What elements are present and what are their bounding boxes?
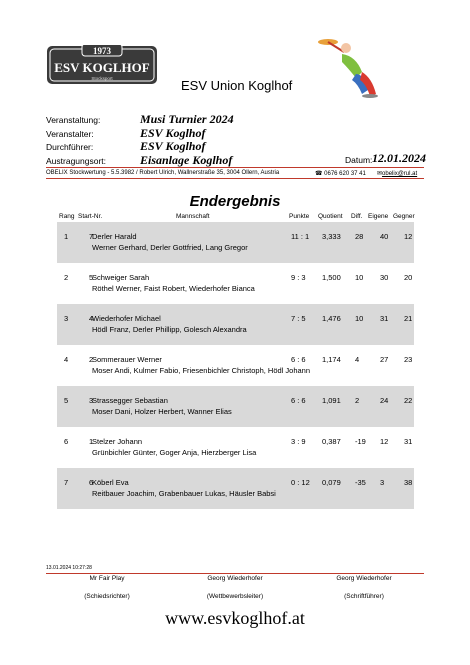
points-cell: 9 : 3 (291, 273, 306, 282)
phone-number: ☎ 0676 620 37 41 (315, 171, 366, 177)
points-cell: 11 : 1 (291, 232, 310, 241)
rank-cell: 1 (64, 232, 69, 241)
col-punkte: Punkte (289, 213, 310, 220)
table-row (57, 468, 414, 509)
opponent-score-cell: 22 (404, 396, 413, 405)
own-score-cell: 12 (380, 437, 389, 446)
quotient-cell: 1,476 (322, 314, 341, 323)
own-score-cell: 24 (380, 396, 389, 405)
start-number-cell: 3 (89, 396, 94, 405)
team-members: Reitbauer Joachim, Grabenbauer Lukas, Häusler Babsi (92, 489, 276, 498)
software-info-line (46, 170, 424, 176)
secretary-name: Georg Wiederhofer (336, 575, 392, 582)
own-score-cell: 27 (380, 355, 389, 364)
header-divider (46, 167, 424, 168)
own-score-cell: 31 (380, 314, 389, 323)
col-mannschaft: Mannschaft (176, 213, 210, 220)
difference-cell: -35 (355, 478, 366, 487)
col-rang: Rang (59, 213, 75, 220)
team-captain-name: Köberl Eva (92, 478, 129, 487)
team-captain-name: Strassegger Sebastian (92, 396, 168, 405)
col-gegner: Gegner (393, 213, 415, 220)
referee-name: Mr Fair Play (89, 575, 125, 582)
own-score-cell: 30 (380, 273, 389, 282)
quotient-cell: 0,387 (322, 437, 341, 446)
ort-label: Austragungsort: (46, 156, 107, 166)
curling-player-illustration (316, 34, 386, 100)
website-link[interactable]: www.esvkoglhof.at (165, 608, 305, 628)
results-heading: Endergebnis (189, 193, 281, 210)
difference-cell: 28 (355, 232, 364, 241)
logo-year: 1973 (93, 46, 111, 56)
col-start: Start-Nr. (78, 213, 103, 220)
col-quotient: Quotient (318, 213, 343, 220)
own-score-cell: 3 (380, 478, 385, 487)
team-members: Moser Andi, Kulmer Fabio, Friesenbichler Christoph, Hödl Johann (92, 366, 311, 375)
print-timestamp: 13.01.2024 10:27:28 (46, 565, 92, 571)
opponent-score-cell: 31 (404, 437, 413, 446)
quotient-cell: 1,091 (322, 396, 341, 405)
contact-email[interactable] (377, 170, 417, 177)
col-eigene: Eigene (368, 213, 389, 220)
table-row (57, 345, 414, 386)
logo-name: ESV KOGLHOF (54, 60, 150, 75)
points-cell: 3 : 9 (291, 437, 306, 446)
software-credit: OBELIX Stockwertung - 5.5.3982 / Robert Ulrich, Wallnerstraße 35, 3004 Ollern, Austria (46, 170, 280, 176)
difference-cell: -19 (355, 437, 366, 446)
team-members: Röthel Werner, Faist Robert, Wiederhofer Bianca (92, 284, 255, 293)
quotient-cell: 1,174 (322, 355, 341, 364)
secretary-role: (Schriftführer) (344, 593, 384, 600)
start-number-cell: 7 (89, 232, 94, 241)
quotient-cell: 3,333 (322, 232, 341, 241)
opponent-score-cell: 20 (404, 273, 413, 282)
opponent-score-cell: 12 (404, 232, 413, 241)
veranstalter-label: Veranstalter: (46, 129, 94, 139)
club-logo (46, 45, 158, 85)
difference-cell: 4 (355, 355, 360, 364)
referee-role: (Schiedsrichter) (84, 593, 130, 600)
points-cell: 0 : 12 (291, 478, 310, 487)
email-text: obelix@rul.at (382, 171, 418, 177)
difference-cell: 2 (355, 396, 360, 405)
team-captain-name: Derler Harald (92, 232, 137, 241)
competition-leader-role: (Wettbewerbsleiter) (206, 593, 264, 600)
rank-cell: 7 (64, 478, 69, 487)
veranstalter-value: ESV Koglhof (140, 126, 206, 140)
team-captain-name: Sommerauer Werner (92, 355, 162, 364)
own-score-cell: 40 (380, 232, 389, 241)
table-row (57, 427, 414, 468)
start-number-cell: 1 (89, 437, 94, 446)
team-captain-name: Stelzer Johann (92, 437, 143, 446)
difference-cell: 10 (355, 314, 364, 323)
start-number-cell: 4 (89, 314, 94, 323)
points-cell: 7 : 5 (291, 314, 306, 323)
footer-divider (46, 573, 424, 574)
info-divider (46, 178, 424, 179)
logo-sub: Stocksport (91, 76, 113, 81)
start-number-cell: 5 (89, 273, 94, 282)
mail-icon: ✉ (377, 171, 383, 177)
competition-leader-name: Georg Wiederhofer (207, 575, 263, 582)
ort-value: Eisanlage Koglhof (140, 153, 233, 167)
opponent-score-cell: 21 (404, 314, 413, 323)
veranstaltung-value: Musi Turnier 2024 (140, 112, 234, 126)
opponent-score-cell: 38 (404, 478, 413, 487)
durchfuehrer-label: Durchführer: (46, 142, 94, 152)
table-row (57, 263, 414, 304)
table-row (57, 222, 414, 263)
rank-cell: 2 (64, 273, 69, 282)
rank-cell: 6 (64, 437, 69, 446)
col-diff: Diff. (351, 213, 363, 220)
points-cell: 6 : 6 (291, 355, 306, 364)
team-members: Werner Gerhard, Derler Gottfried, Lang Gregor (92, 243, 248, 252)
quotient-cell: 1,500 (322, 273, 341, 282)
opponent-score-cell: 23 (404, 355, 413, 364)
points-cell: 6 : 6 (291, 396, 306, 405)
start-number-cell: 2 (89, 355, 94, 364)
rank-cell: 4 (64, 355, 69, 364)
table-row (57, 304, 414, 345)
quotient-cell: 0,079 (322, 478, 341, 487)
durchfuehrer-value: ESV Koglhof (140, 139, 206, 153)
team-members: Grünbichler Günter, Goger Anja, Hierzberger Lisa (92, 448, 257, 457)
team-members: Moser Dani, Holzer Herbert, Wanner Elias (92, 407, 232, 416)
date-label: Datum: (345, 155, 373, 165)
rank-cell: 5 (64, 396, 69, 405)
rank-cell: 3 (64, 314, 69, 323)
team-captain-name: Schweiger Sarah (92, 273, 150, 282)
date-value: 12.01.2024 (372, 151, 426, 165)
club-title: ESV Union Koglhof (181, 78, 293, 93)
difference-cell: 10 (355, 273, 364, 282)
team-captain-name: Wiederhofer Michael (92, 314, 161, 323)
veranstaltung-label: Veranstaltung: (46, 115, 101, 125)
table-row (57, 386, 414, 427)
team-members: Hödl Franz, Derler Phillipp, Golesch Alexandra (92, 325, 247, 334)
start-number-cell: 6 (89, 478, 94, 487)
